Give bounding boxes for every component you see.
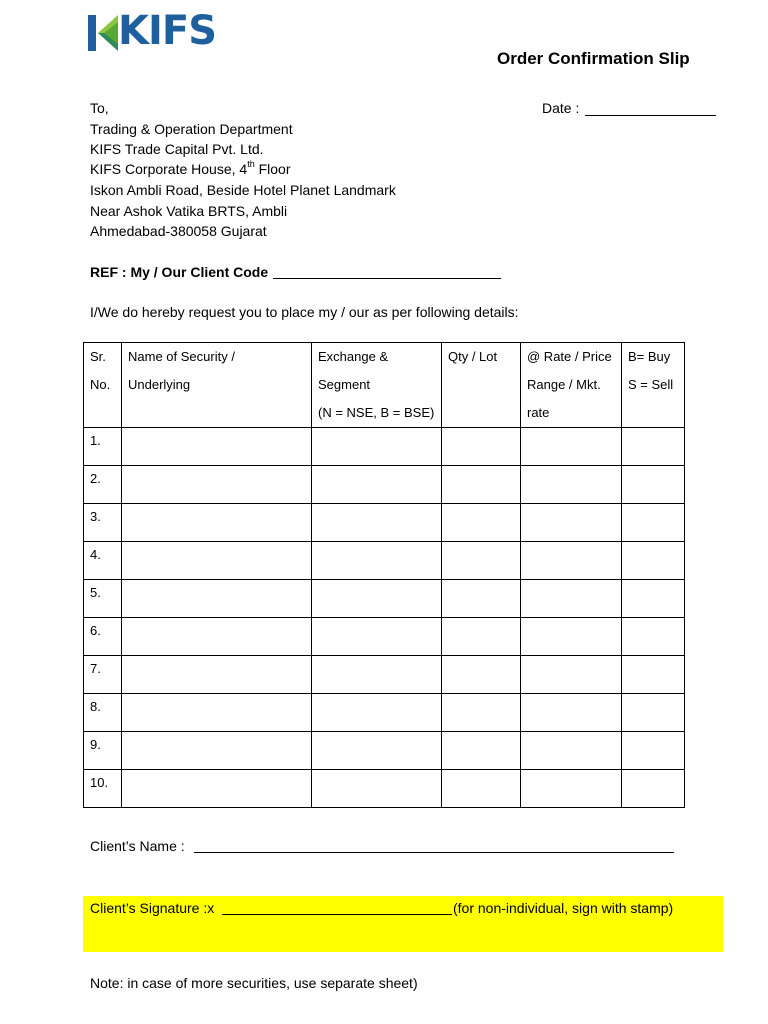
cell-qty-lot[interactable] xyxy=(442,732,521,770)
address-line-3-suffix: Floor xyxy=(254,161,291,177)
cell-rate-price[interactable] xyxy=(521,694,622,732)
cell-security-name[interactable] xyxy=(122,618,312,656)
cell-rate-price[interactable] xyxy=(521,428,622,466)
cell-security-name[interactable] xyxy=(122,428,312,466)
cell-security-name[interactable] xyxy=(122,732,312,770)
row-number: 7. xyxy=(84,656,122,694)
header-text: S = Sell xyxy=(628,377,674,392)
header-text: Segment xyxy=(318,377,371,392)
page-title: Order Confirmation Slip xyxy=(497,49,690,68)
address-line-3 xyxy=(90,161,291,177)
header-text: Exchange & xyxy=(318,349,389,364)
cell-qty-lot[interactable] xyxy=(442,656,521,694)
header-buy-sell xyxy=(622,343,685,428)
header-text: Sr. xyxy=(90,349,106,364)
cell-qty-lot[interactable] xyxy=(442,618,521,656)
header-qty-lot xyxy=(442,343,521,428)
header-text: @ Rate / Price xyxy=(527,349,612,364)
address-line-3-superscript: th xyxy=(247,159,255,170)
request-text: I/We do hereby request you to place my / our as per following details: xyxy=(90,304,519,320)
date-label: Date : xyxy=(542,100,580,116)
cell-security-name[interactable] xyxy=(122,504,312,542)
address-line-4: Iskon Ambli Road, Beside Hotel Planet Landmark xyxy=(90,182,396,198)
header-text: Name of Security / xyxy=(128,349,235,364)
cell-rate-price[interactable] xyxy=(521,580,622,618)
row-number: 5. xyxy=(84,580,122,618)
table-row xyxy=(84,428,685,466)
cell-buy-sell[interactable] xyxy=(622,618,685,656)
cell-rate-price[interactable] xyxy=(521,732,622,770)
address-line-3-text: KIFS Corporate House, 4 xyxy=(90,161,248,177)
row-number: 6. xyxy=(84,618,122,656)
table-row xyxy=(84,694,685,732)
cell-qty-lot[interactable] xyxy=(442,770,521,808)
row-number: 3. xyxy=(84,504,122,542)
date-field[interactable] xyxy=(585,115,716,116)
cell-security-name[interactable] xyxy=(122,542,312,580)
cell-security-name[interactable] xyxy=(122,694,312,732)
cell-qty-lot[interactable] xyxy=(442,428,521,466)
cell-security-name[interactable] xyxy=(122,770,312,808)
client-code-field[interactable] xyxy=(273,278,501,279)
header-text: Underlying xyxy=(128,377,191,392)
cell-buy-sell[interactable] xyxy=(622,694,685,732)
cell-security-name[interactable] xyxy=(122,580,312,618)
cell-rate-price[interactable] xyxy=(521,618,622,656)
cell-buy-sell[interactable] xyxy=(622,542,685,580)
table-row xyxy=(84,656,685,694)
cell-exchange-segment[interactable] xyxy=(312,542,442,580)
address-line-2: KIFS Trade Capital Pvt. Ltd. xyxy=(90,141,264,157)
client-name-field[interactable] xyxy=(194,852,674,853)
address-line-1: Trading & Operation Department xyxy=(90,121,293,137)
header-text: No. xyxy=(90,377,111,392)
table-row xyxy=(84,618,685,656)
table-header-row xyxy=(84,343,685,428)
cell-qty-lot[interactable] xyxy=(442,542,521,580)
cell-buy-sell[interactable] xyxy=(622,580,685,618)
cell-buy-sell[interactable] xyxy=(622,732,685,770)
cell-exchange-segment[interactable] xyxy=(312,580,442,618)
cell-exchange-segment[interactable] xyxy=(312,656,442,694)
header-text: Range / Mkt. xyxy=(527,377,601,392)
table-row xyxy=(84,542,685,580)
footer-note: Note: in case of more securities, use separate sheet) xyxy=(90,975,418,991)
table-row xyxy=(84,504,685,542)
address-to: To, xyxy=(90,100,109,116)
signature-note: (for non-individual, sign with stamp) xyxy=(453,900,674,916)
cell-exchange-segment[interactable] xyxy=(312,428,442,466)
cell-qty-lot[interactable] xyxy=(442,580,521,618)
cell-buy-sell[interactable] xyxy=(622,770,685,808)
cell-exchange-segment[interactable] xyxy=(312,618,442,656)
row-number: 8. xyxy=(84,694,122,732)
row-number: 2. xyxy=(84,466,122,504)
cell-exchange-segment[interactable] xyxy=(312,770,442,808)
header-security-name xyxy=(122,343,312,428)
table-row xyxy=(84,466,685,504)
header-rate-price xyxy=(521,343,622,428)
cell-qty-lot[interactable] xyxy=(442,694,521,732)
cell-exchange-segment[interactable] xyxy=(312,694,442,732)
signature-field[interactable] xyxy=(222,914,452,915)
client-name-label: Client’s Name : xyxy=(90,838,185,854)
cell-exchange-segment[interactable] xyxy=(312,466,442,504)
row-number: 4. xyxy=(84,542,122,580)
header-text: B= Buy xyxy=(628,349,671,364)
header-text: rate xyxy=(527,405,550,420)
cell-rate-price[interactable] xyxy=(521,466,622,504)
cell-rate-price[interactable] xyxy=(521,504,622,542)
logo-wordmark: KIFS xyxy=(118,8,217,54)
header-sr-no xyxy=(84,343,122,428)
cell-buy-sell[interactable] xyxy=(622,656,685,694)
cell-security-name[interactable] xyxy=(122,466,312,504)
row-number: 9. xyxy=(84,732,122,770)
cell-rate-price[interactable] xyxy=(521,770,622,808)
row-number: 1. xyxy=(84,428,122,466)
header-text: Qty / Lot xyxy=(448,349,498,364)
cell-exchange-segment[interactable] xyxy=(312,732,442,770)
cell-buy-sell[interactable] xyxy=(622,428,685,466)
table-row xyxy=(84,732,685,770)
kifs-logo xyxy=(88,8,238,54)
header-text: (N = NSE, B = BSE) xyxy=(318,405,435,420)
address-line-5: Near Ashok Vatika BRTS, Ambli xyxy=(90,203,288,219)
cell-qty-lot[interactable] xyxy=(442,504,521,542)
order-table xyxy=(83,342,685,808)
client-code-label: REF : My / Our Client Code xyxy=(90,264,269,280)
cell-exchange-segment[interactable] xyxy=(312,504,442,542)
cell-rate-price[interactable] xyxy=(521,542,622,580)
table-row xyxy=(84,770,685,808)
cell-buy-sell[interactable] xyxy=(622,504,685,542)
kifs-logo-mark-icon xyxy=(88,12,122,54)
address-line-6: Ahmedabad-380058 Gujarat xyxy=(90,223,267,239)
cell-qty-lot[interactable] xyxy=(442,466,521,504)
cell-rate-price[interactable] xyxy=(521,656,622,694)
cell-security-name[interactable] xyxy=(122,656,312,694)
header-exchange-segment xyxy=(312,343,442,428)
row-number: 10. xyxy=(84,770,122,808)
cell-buy-sell[interactable] xyxy=(622,466,685,504)
table-row xyxy=(84,580,685,618)
signature-label: Client’s Signature :x xyxy=(90,900,215,916)
